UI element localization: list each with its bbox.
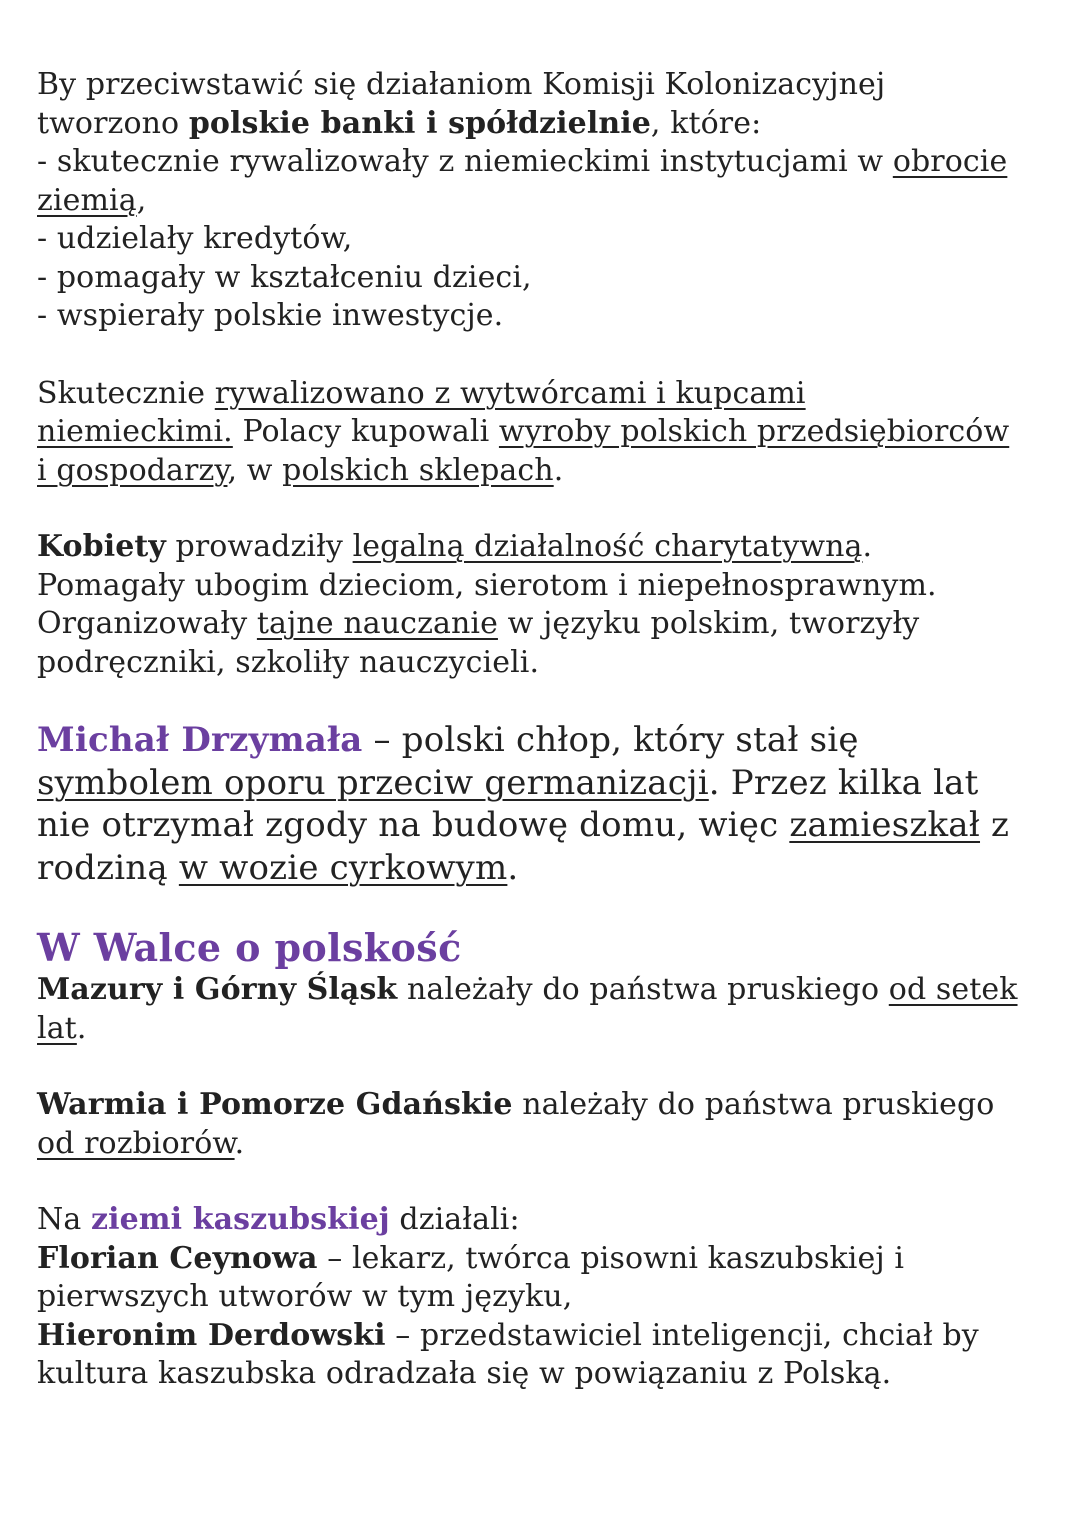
text-line — [37, 605, 1057, 644]
text: - skutecznie rywalizowały z niemieckimi instytucjami w — [37, 144, 893, 179]
text-line — [37, 413, 1057, 452]
text-line — [37, 1355, 1057, 1394]
text-line — [37, 1317, 1057, 1356]
bold-term: Mazury i Górny Śląsk — [37, 972, 398, 1007]
underlined-text: polskich sklepach — [282, 452, 554, 488]
bold-term: Kobiety — [37, 529, 166, 564]
text-line — [37, 1240, 1057, 1279]
text: , które: — [650, 105, 762, 141]
text: pierwszych utworów w tym języku, — [37, 1279, 573, 1314]
text: Na — [37, 1202, 91, 1237]
text: tworzono — [37, 105, 189, 141]
text-line — [37, 719, 1057, 762]
text: rodziną — [37, 847, 179, 888]
list-item — [37, 220, 1057, 259]
text: , w — [227, 452, 283, 488]
highlighted-term: ziemi kaszubskiej — [90, 1202, 390, 1237]
text: . — [507, 847, 519, 888]
text: podręczniki, szkoliły nauczycieli. — [37, 644, 540, 680]
text: - udzielały kredytów, — [37, 221, 353, 256]
underlined-text: wyroby polskich przedsiębiorców — [498, 414, 1010, 449]
text-line — [37, 1125, 1057, 1164]
text: . Przez kilka lat — [708, 762, 979, 803]
list-item — [37, 143, 1057, 182]
underlined-text: rywalizowano z wytwórcami i kupcami — [214, 375, 806, 411]
text: - wspierały polskie inwestycje. — [37, 298, 504, 333]
paragraph-kaszuby — [37, 1201, 1057, 1394]
underlined-text: obrocie — [892, 144, 1008, 179]
text: – lekarz, twórca pisowni kaszubskiej i — [317, 1240, 905, 1276]
text-line — [37, 452, 1057, 491]
underlined-text: ziemią — [37, 182, 137, 218]
text: . — [76, 1010, 87, 1046]
underlined-text: symbolem oporu przeciw germanizacji — [37, 762, 709, 803]
text-line — [37, 1278, 1057, 1317]
section-heading: W Walce o polskość — [37, 925, 462, 970]
text-line — [37, 847, 1057, 890]
underlined-text: zamieszkał — [789, 805, 981, 845]
text: – przedstawiciel inteligencji, chciał by — [385, 1317, 979, 1353]
paragraph-warmia — [37, 1086, 1057, 1163]
text-line — [37, 66, 1057, 105]
underlined-text: w wozie cyrkowym — [178, 847, 508, 888]
text-line — [37, 1010, 1057, 1049]
underlined-text: niemieckimi. — [37, 414, 233, 449]
underlined-text: legalną działalność charytatywną — [352, 529, 863, 564]
text: - pomagały w kształceniu dzieci, — [37, 259, 532, 295]
list-item — [37, 259, 1057, 298]
document-page — [37, 66, 1057, 1394]
text-line — [37, 644, 1057, 683]
text: należały do państwa pruskiego — [512, 1087, 995, 1122]
text: kultura kaszubska odradzała się w powiązaniu z Polską. — [37, 1356, 892, 1391]
underlined-text: od setek — [888, 972, 1018, 1007]
text-line — [37, 971, 1057, 1010]
list-item — [37, 297, 1057, 336]
bold-term: Warmia i Pomorze Gdańskie — [37, 1087, 513, 1122]
text: Skutecznie — [37, 375, 215, 411]
paragraph-drzymala — [37, 719, 1057, 889]
text: . — [862, 529, 873, 564]
bold-term: Hieronim Derdowski — [37, 1317, 386, 1353]
underlined-text: od rozbiorów — [37, 1125, 235, 1161]
text: , — [136, 182, 147, 218]
text: – polski chłop, który stał się — [362, 720, 859, 760]
text: prowadziły — [165, 529, 353, 564]
text: nie otrzymał zgody na budowę domu, więc — [37, 805, 790, 845]
underlined-text: lat — [37, 1010, 77, 1046]
text: Polacy kupowali — [232, 414, 499, 449]
text-line — [37, 182, 1057, 221]
underlined-text: i gospodarzy — [37, 452, 228, 488]
text-line — [37, 375, 1057, 414]
text-line — [37, 1086, 1057, 1125]
text-line — [37, 804, 1057, 847]
text: z — [980, 805, 1010, 845]
paragraph-competition — [37, 375, 1057, 491]
text: w języku polskim, tworzyły — [497, 606, 920, 641]
text: Organizowały — [37, 606, 257, 641]
text-line — [37, 762, 1057, 805]
text: należały do państwa pruskiego — [397, 972, 889, 1007]
bold-term: Florian Ceynowa — [37, 1240, 318, 1276]
paragraph-banks — [37, 66, 1057, 336]
text-line — [37, 528, 1057, 567]
text-line — [37, 1201, 1057, 1240]
paragraph-women — [37, 528, 1057, 682]
highlighted-name: Michał Drzymała — [37, 720, 363, 760]
text: . — [234, 1125, 245, 1161]
text: By przeciwstawić się działaniom Komisji Kolonizacyjnej — [37, 67, 886, 102]
text-line — [37, 105, 1057, 144]
bold-term: polskie banki i spółdzielnie — [188, 105, 651, 141]
text-line — [37, 567, 1057, 606]
underlined-text: tajne nauczanie — [256, 606, 498, 641]
text: działali: — [389, 1202, 520, 1237]
text: Pomagały ubogim dzieciom, sierotom i niepełnosprawnym. — [37, 567, 937, 603]
paragraph-mazury — [37, 971, 1057, 1048]
text: . — [553, 452, 564, 488]
